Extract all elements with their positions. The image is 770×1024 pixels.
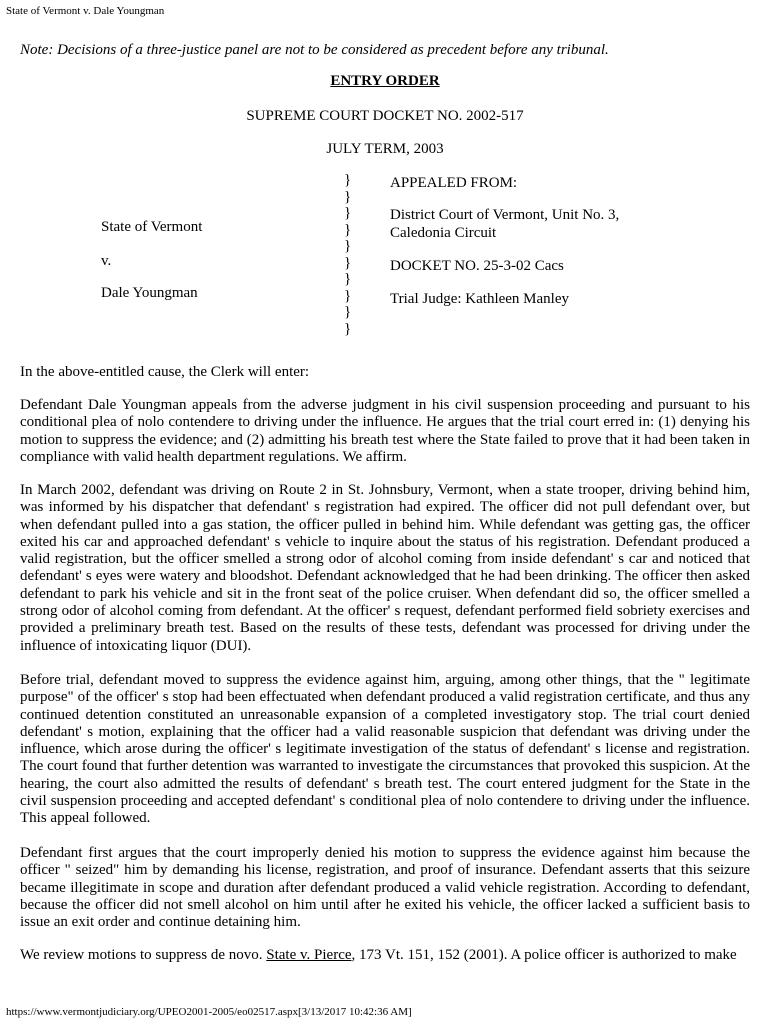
paragraph-2: In March 2002, defendant was driving on Route 2 in St. Johnsbury, Vermont, when a state trooper, driving behind him, was informed by his dispatcher that defendant' s registration had expired. The officer did not pull defendant over, but when defendant pulled into a gas station, the officer pulled in behind him. While defendant was getting gas, the officer exited his car and approached defendant' s vehicle to inquire about the status of his registration. Defendant produced a valid registration, but the officer smelled a strong odor of alcohol coming from inside defendant' s car and noticed that defendant' s eyes were watery and bloodshot. Defendant acknowledged that he had been drinking. The officer then asked defendant to park his vehicle and sit in the front seat of the police cruiser. When defendant did so, the officer smelled a strong odor of alcohol coming from defendant. At the officer' s request, defendant performed field sobriety exercises and provided a preliminary breath test. Based on the results of these tests, defendant was processed for driving under the influence of intoxicating liquor (DUI). (20, 482, 750, 654)
case-citation-link[interactable]: State v. Pierce (266, 947, 352, 963)
docket-number: DOCKET NO. 25-3-02 Cacs (390, 258, 564, 274)
appealed-from-label: APPEALED FROM: (390, 175, 518, 191)
page-footer-url: https://www.vermontjudiciary.org/UPEO2001-2005/eo02517.aspx[3/13/2017 10:42:36 AM] (6, 1006, 412, 1018)
paragraph-3: Before trial, defendant moved to suppress the evidence against him, arguing, among other things, that the " legitimate purpose" of the officer' s stop had been effectuated when defendant produced a valid registration certificate, and thus any continued detention constituted an unreasonable expansion of a completed investigatory stop. The trial court denied defendant' s motion, explaining that the officer had a valid reasonable suspicion that defendant was driving under the influence, which arose during the officer' s legitimate investigation of the status of defendant' s license and registration. The court found that further detention was warranted to investigate the circumstances that provoked this suspicion. At the hearing, the court also admitted the results of defendant' s breath test. The court entered judgment for the State in the civil suspension proceeding and accepted defendant' s conditional plea of nolo contendere to driving under the influence. This appeal followed. (20, 672, 750, 827)
brace: } (344, 287, 352, 304)
paragraph-5 (20, 947, 750, 964)
plaintiff-name: State of Vermont (101, 219, 203, 235)
defendant-name: Dale Youngman (101, 285, 198, 301)
brace: } (344, 172, 352, 188)
brace: } (344, 304, 352, 320)
caption-brace-column (344, 172, 356, 337)
brace: } (344, 254, 352, 271)
intro-paragraph: In the above-entitled cause, the Clerk will enter: (20, 364, 310, 380)
paragraph-4: Defendant first argues that the court improperly denied his motion to suppress the evidence against him because the officer " seized" him by demanding his license, registration, and proof of insurance. Defendant asserts that this seizure became illegitimate in scope and duration after defendant produced a valid vehicle registration. According to defendant, because the officer did not smell alcohol on him until after he exited his vehicle, the officer lacked a sufficient basis to issue an exit order and continue detaining him. (20, 845, 750, 931)
precedent-note: Note: Decisions of a three-justice panel are not to be considered as precedent before any tribunal. (20, 42, 609, 58)
brace: } (344, 188, 352, 205)
page-header: State of Vermont v. Dale Youngman (6, 5, 165, 17)
brace: } (344, 221, 352, 238)
court-line-2: Caledonia Circuit (390, 225, 497, 241)
brace: } (344, 320, 352, 337)
court-name (390, 206, 619, 242)
paragraph-5-start: We review motions to suppress de novo. (20, 947, 267, 963)
paragraph-1: Defendant Dale Youngman appeals from the adverse judgment in his civil suspension proceeding and pursuant to his conditional plea of nolo contendere to driving under the influence. He argues that the trial court erred in: (1) denying his motion to suppress the evidence; and (2) admitting his breath test where the State failed to prove that it had been taken in compliance with valid health department regulations. We affirm. (20, 397, 750, 465)
docket-title: SUPREME COURT DOCKET NO. 2002-517 (246, 108, 524, 124)
brace: } (344, 205, 352, 221)
court-line-1: District Court of Vermont, Unit No. 3, (390, 207, 620, 223)
paragraph-5-end: , 173 Vt. 151, 152 (2001). A police officer is authorized to make (351, 947, 737, 963)
trial-judge: Trial Judge: Kathleen Manley (390, 291, 569, 307)
entry-order-title: ENTRY ORDER (330, 73, 440, 89)
brace: } (344, 238, 352, 254)
term-line: JULY TERM, 2003 (326, 141, 444, 157)
versus-text: v. (101, 253, 112, 269)
brace: } (344, 271, 352, 287)
